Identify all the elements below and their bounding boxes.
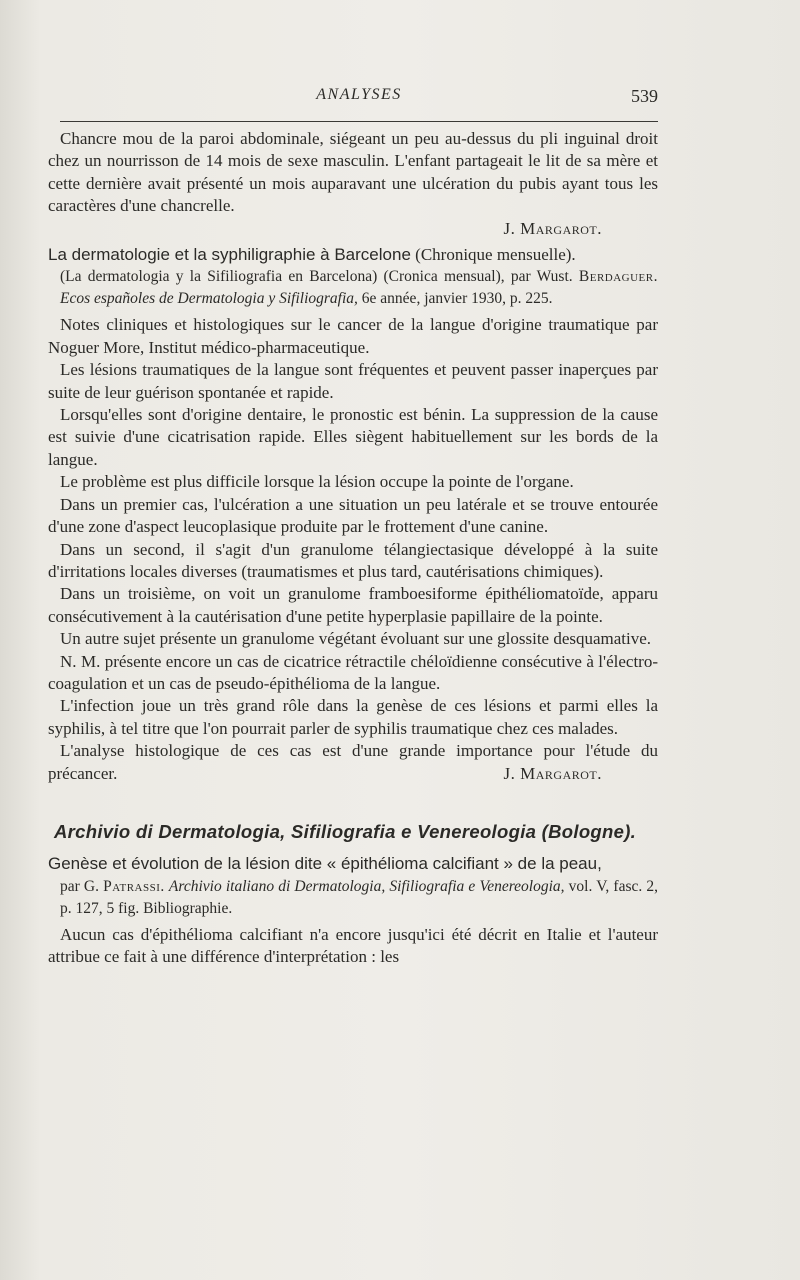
abstract-paragraph: Les lésions traumatiques de la langue sont fréquentes et peuvent passer inaperçues par suite de leur guérison spontanée et rapide.: [48, 360, 658, 402]
abstract-paragraph: Le problème est plus difficile lorsque la lésion occupe la pointe de l'organe.: [60, 472, 574, 492]
abstract-paragraph: Notes cliniques et histologiques sur le cancer de la langue d'origine traumatique par Noguer More, Institut médico-pharmaceutique.: [48, 315, 658, 357]
page-header: [60, 86, 658, 116]
signature: J. Margarot.: [503, 218, 602, 238]
article-reference: (La dermatologia y la Sifiliografia en Barcelona) (Cronica mensual), par Wust. Berdaguer. Ecos españoles de Dermatologia y Sifiliografia, 6e année, janvier 1930, p. 225.: [60, 268, 658, 308]
abstract-paragraph: Chancre mou de la paroi abdominale, siégeant un peu au-dessus du pli inguinal droit chez un nourrisson de 14 mois de sexe masculin. L'enfant partageait le lit de sa mère et cette dernière avait présenté un mois auparavant une ulcération du pubis ayant tous les caractères d'une chancrelle.: [48, 129, 658, 216]
header-rule: [60, 121, 658, 122]
journal-heading: Archivio di Dermatologia, Sifiliografia e Venereologia (Bologne).: [54, 820, 637, 842]
abstract-paragraph: N. M. présente encore un cas de cicatrice rétractile chéloïdienne consécutive à l'électro-coagulation et un cas de pseudo-épithélioma de la langue.: [48, 651, 658, 693]
journal-name: Ecos españoles de Dermatologia y Sifiliografia,: [60, 290, 358, 308]
article-author: Berdaguer.: [578, 268, 658, 286]
article-title: Genèse et évolution de la lésion dite « épithélioma calcifiant » de la peau,: [48, 854, 602, 874]
abstract-paragraph: Lorsqu'elles sont d'origine dentaire, le pronostic est bénin. La suppression de la cause est suivie d'une cicatrisation rapide. Elles siègent habituellement sur les bords de la langue.: [48, 405, 658, 469]
article-title-block: [48, 853, 658, 875]
article-title-suffix: (Chronique mensuelle).: [415, 245, 576, 265]
article-title-block: [48, 244, 658, 266]
article-reference: par G. Patrassi. Archivio italiano di Dermatologia, Sifiliografia e Venereologia, vol. V, fasc. 2, p. 127, 5 fig. Bibliographie.: [60, 877, 659, 917]
article-title: La dermatologie et la syphiligraphie à Barcelone: [48, 245, 411, 265]
abstract-paragraph: Dans un second, il s'agit d'un granulome télangiectasique développé à la suite d'irritations locales diverses (traumatismes et plus tard, cautérisations chimiques).: [48, 539, 658, 581]
running-title: ANALYSES: [316, 86, 402, 103]
abstract-paragraph: Aucun cas d'épithélioma calcifiant n'a encore jusqu'ici été décrit en Italie et l'auteur attribue ce fait à une différence d'interprétation : les: [48, 924, 658, 967]
abstract-paragraph: Dans un premier cas, l'ulcération a une situation un peu latérale et se trouve entourée d'une zone d'aspect leucoplasique produite par le frottement d'une canine.: [48, 494, 658, 537]
abstract-paragraph: L'infection joue un très grand rôle dans la genèse de ces lésions et parmi elles la syphilis, à tel titre que l'on pourrait parler de syphilis traumatique chez ces malades.: [48, 696, 658, 738]
abstract-paragraph: L'analyse histologique de ces cas est d'une grande importance pour l'étude du précancer. J. Margarot.: [48, 740, 658, 785]
journal-name: Archivio italiano di Dermatologia, Sifiliografia e Venereologia,: [168, 877, 565, 895]
page-number: 539: [631, 86, 658, 106]
abstract-paragraph: Un autre sujet présente un granulome végétant évoluant sur une glossite desquamative.: [60, 629, 652, 649]
page-content: [48, 128, 658, 969]
abstract-paragraph: Dans un troisième, on voit un granulome framboesiforme épithéliomatoïde, apparu consécutivement à la cautérisation d'une petite hyperplasie papillaire de la pointe.: [48, 584, 658, 626]
signature: J. Margarot.: [503, 763, 602, 783]
article-author: Patrassi.: [103, 877, 165, 895]
